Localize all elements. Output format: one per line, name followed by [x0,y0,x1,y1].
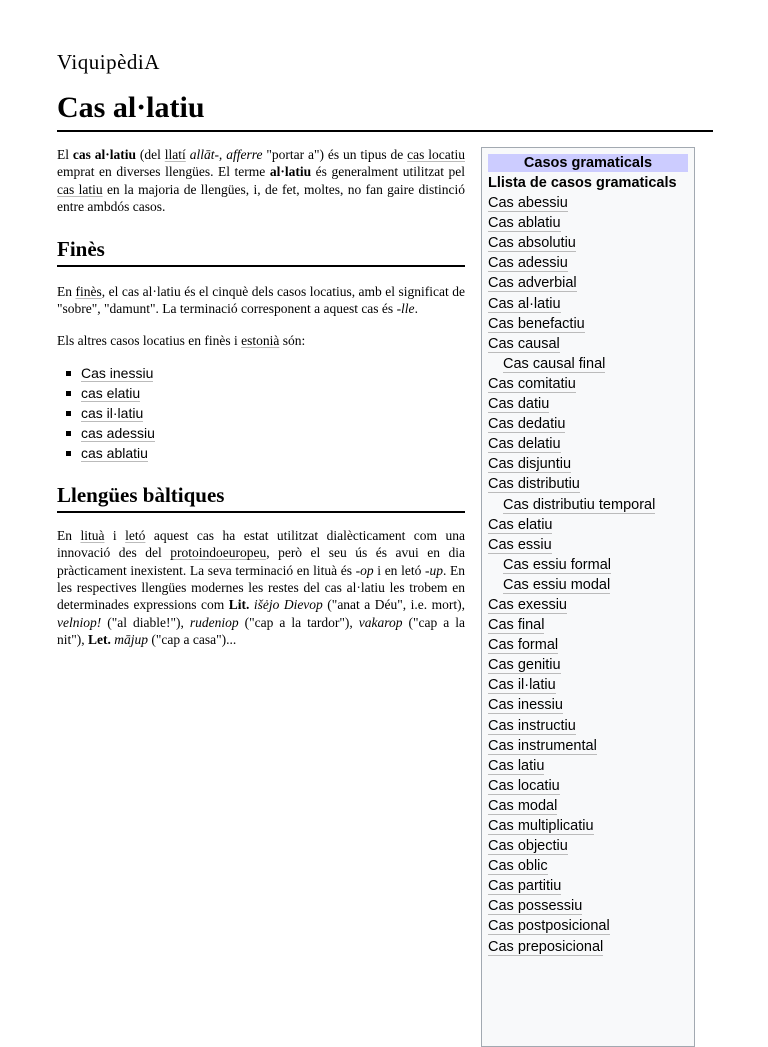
list-link[interactable]: Cas inessiu [81,365,154,382]
navbox-item[interactable] [488,454,694,474]
fines-paragraph-1 [57,283,465,318]
link-fines[interactable]: finès [75,284,102,300]
navbox-item[interactable] [488,756,694,776]
section-heading-fines: Finès [57,236,465,267]
navbox-item[interactable] [488,314,694,334]
language-abbr: Let. [88,631,111,647]
text: i en letó [373,562,425,578]
text: En [57,528,81,544]
text: és generalment utilitzat pel [311,164,465,180]
link-cas-locatiu[interactable]: cas locatiu [407,147,465,162]
suffix: -up [424,562,443,578]
baltiques-paragraph [57,527,465,648]
navbox-item-link[interactable]: Cas latiu [488,757,545,774]
navbox-item-link[interactable]: Cas delatiu [488,436,561,453]
navbox-item[interactable] [488,414,694,434]
navbox-item[interactable] [488,896,694,916]
navbox-item[interactable] [488,253,694,273]
title-divider [57,130,713,132]
link-protoindoeuropeu[interactable]: protoindoeuropeu [170,545,267,561]
navbox-item-link[interactable]: Cas exessiu [488,596,567,613]
site-logo[interactable]: ViquipèdiA [57,50,160,74]
text: ("cap a la tardor"), [238,614,359,630]
navbox-item-link[interactable]: Cas possessiu [488,898,583,915]
navbox-item[interactable] [488,394,694,414]
text: El [57,147,73,162]
text: i [104,528,126,544]
navbox-item[interactable] [488,474,694,494]
navbox-item-link[interactable]: Cas al·latiu [488,295,561,312]
navbox-item[interactable] [488,937,694,957]
list-item[interactable] [81,403,465,423]
navbox-item-link[interactable]: Cas adverbial [488,275,577,292]
text: emprat en diverses llengües. El terme [57,164,270,180]
navbox-item-link[interactable]: Cas preposicional [488,938,604,955]
text: En [57,284,76,300]
navbox-item[interactable] [488,916,694,936]
example: vakarop [358,614,403,630]
text: "portar a") és un tipus de [262,147,408,162]
navbox-item-link[interactable]: Cas causal final [503,355,606,372]
link-estonia[interactable]: estonià [241,332,280,348]
navbox-item[interactable] [488,836,694,856]
grammatical-cases-navbox [481,147,695,1047]
navbox-item-link[interactable]: Cas adessiu [488,255,568,272]
text: ("anat a Déu", i.e. mort), [322,597,466,613]
page-title: Cas al·latiu [57,91,205,124]
text: ("cap a la nit"), [57,614,465,647]
navbox-item-link[interactable]: Cas il·latiu [488,677,556,694]
navbox-item-link[interactable]: Cas elatiu [488,516,553,533]
bold-term: cas al·latiu [72,147,137,162]
example: mājup [114,631,149,647]
text: , però el seu ús és avui en dia pràcticament inexistent. La seva terminació en lituà és [57,545,465,578]
navbox-item[interactable] [488,695,694,715]
navbox-item-link[interactable]: Cas partitiu [488,878,562,895]
link-leto[interactable]: letó [125,528,146,544]
navbox-item-link[interactable]: Cas essiu formal [503,556,611,573]
example: rudeniop [189,614,239,630]
list-item[interactable] [81,383,465,403]
navbox-item[interactable] [488,575,694,595]
navbox-item-link[interactable]: Cas comitatiu [488,375,576,392]
list-link[interactable]: cas elatiu [81,385,141,402]
navbox-item-link[interactable]: Cas oblic [488,858,548,875]
navbox-item[interactable] [488,796,694,816]
navbox-item[interactable] [488,273,694,293]
navbox-item-link[interactable]: Cas absolutiu [488,235,576,252]
language-abbr: Lit. [228,597,250,613]
navbox-item[interactable] [488,595,694,615]
navbox-item[interactable] [488,615,694,635]
text: (del [136,147,165,162]
navbox-item[interactable] [488,233,694,253]
navbox-item-link[interactable]: Cas modal [488,797,558,814]
text: ("cap a casa")... [148,631,237,647]
navbox-item-link[interactable]: Cas dedatiu [488,416,566,433]
suffix: -op [355,562,374,578]
navbox-item-link[interactable]: Cas ablatiu [488,215,561,232]
navbox-title: Casos gramaticals [488,154,688,172]
navbox-item[interactable] [488,655,694,675]
bold-term: al·latiu [269,164,312,180]
navbox-list [482,173,694,957]
text: aquest cas ha estat utilitzat dialècticament com una innovació des del [57,528,465,561]
navbox-item-link[interactable]: Cas inessiu [488,697,563,714]
text: , el cas al·latiu és el cinquè dels casos locatius, amb el significat de "sobre", "damunt". La terminació corresponent a aquest cas és [57,284,465,317]
fines-paragraph-2 [57,332,465,349]
navbox-item[interactable] [488,495,694,515]
list-item[interactable] [81,423,465,443]
navbox-item-link[interactable]: Cas datiu [488,396,550,413]
navbox-item[interactable] [488,434,694,454]
navbox-item-link[interactable]: Cas genitiu [488,657,561,674]
navbox-item-link[interactable]: Cas multiplicatiu [488,818,594,834]
navbox-item-link[interactable]: Cas essiu [488,536,552,553]
navbox-header: Llista de casos gramaticals [488,175,677,191]
text: són: [279,332,306,348]
navbox-item[interactable] [488,515,694,535]
suffix: -lle [396,301,415,317]
example: išėjo Dievop [253,597,323,613]
example: velniop! [57,614,102,630]
navbox-item[interactable] [488,555,694,575]
navbox-item-link[interactable]: Cas final [488,617,545,634]
navbox-item-link[interactable]: Cas distributiu temporal [503,496,656,513]
list-link[interactable]: cas ablatiu [81,445,148,462]
list-link[interactable]: cas il·latiu [81,405,144,422]
navbox-item-link[interactable]: Cas locatiu [488,777,560,794]
locative-cases-list [57,363,465,463]
navbox-item[interactable] [488,816,694,836]
navbox-item[interactable] [488,736,694,756]
navbox-item[interactable] [488,675,694,695]
link-llati[interactable]: llatí [164,147,186,162]
article-body [57,146,465,648]
etymology: allāt-, afferre [189,147,263,162]
intro-paragraph [57,146,465,215]
navbox-item[interactable] [488,535,694,555]
list-link[interactable]: cas adessiu [81,425,155,442]
navbox-item-link[interactable]: Cas benefactiu [488,315,585,332]
navbox-item[interactable] [488,635,694,655]
navbox-item[interactable] [488,716,694,736]
navbox-item[interactable] [488,856,694,876]
navbox-item[interactable] [488,776,694,796]
navbox-item[interactable] [488,374,694,394]
navbox-item-link[interactable]: Cas postposicional [488,918,610,935]
navbox-item-link[interactable]: Cas abessiu [488,195,568,212]
navbox-item-link[interactable]: Cas disjuntiu [488,456,572,473]
navbox-item-link[interactable]: Cas instrumental [488,737,597,754]
navbox-item[interactable] [488,193,694,213]
navbox-item-link[interactable]: Cas essiu modal [503,576,611,593]
navbox-item-link[interactable]: Cas formal [488,637,559,654]
navbox-item[interactable] [488,876,694,896]
list-item[interactable] [81,443,465,463]
navbox-item[interactable] [488,334,694,354]
list-item[interactable] [81,363,465,383]
text: en la majoria de llengües, i, de fet, moltes, no fan gaire distinció entre ambdós casos. [57,181,465,214]
navbox-item[interactable] [488,213,694,233]
navbox-item[interactable] [488,294,694,314]
navbox-item-link[interactable]: Cas instructiu [488,717,576,734]
navbox-item-link[interactable]: Cas objectiu [488,838,568,855]
text: Els altres casos locatius en finès i [57,332,242,348]
link-litua[interactable]: lituà [80,528,105,544]
text: . [414,301,418,317]
text: . En les respectives llengües modernes les restes del cas al·latiu les trobem en determinades expressions com [57,562,465,613]
navbox-item-link[interactable]: Cas causal [488,335,560,352]
navbox-item-link[interactable]: Cas distributiu [488,476,580,493]
text: ("al diable!"), [101,614,190,630]
section-heading-baltiques: Llengües bàltiques [57,482,465,513]
navbox-item[interactable] [488,354,694,374]
link-cas-latiu[interactable]: cas latiu [57,181,103,197]
